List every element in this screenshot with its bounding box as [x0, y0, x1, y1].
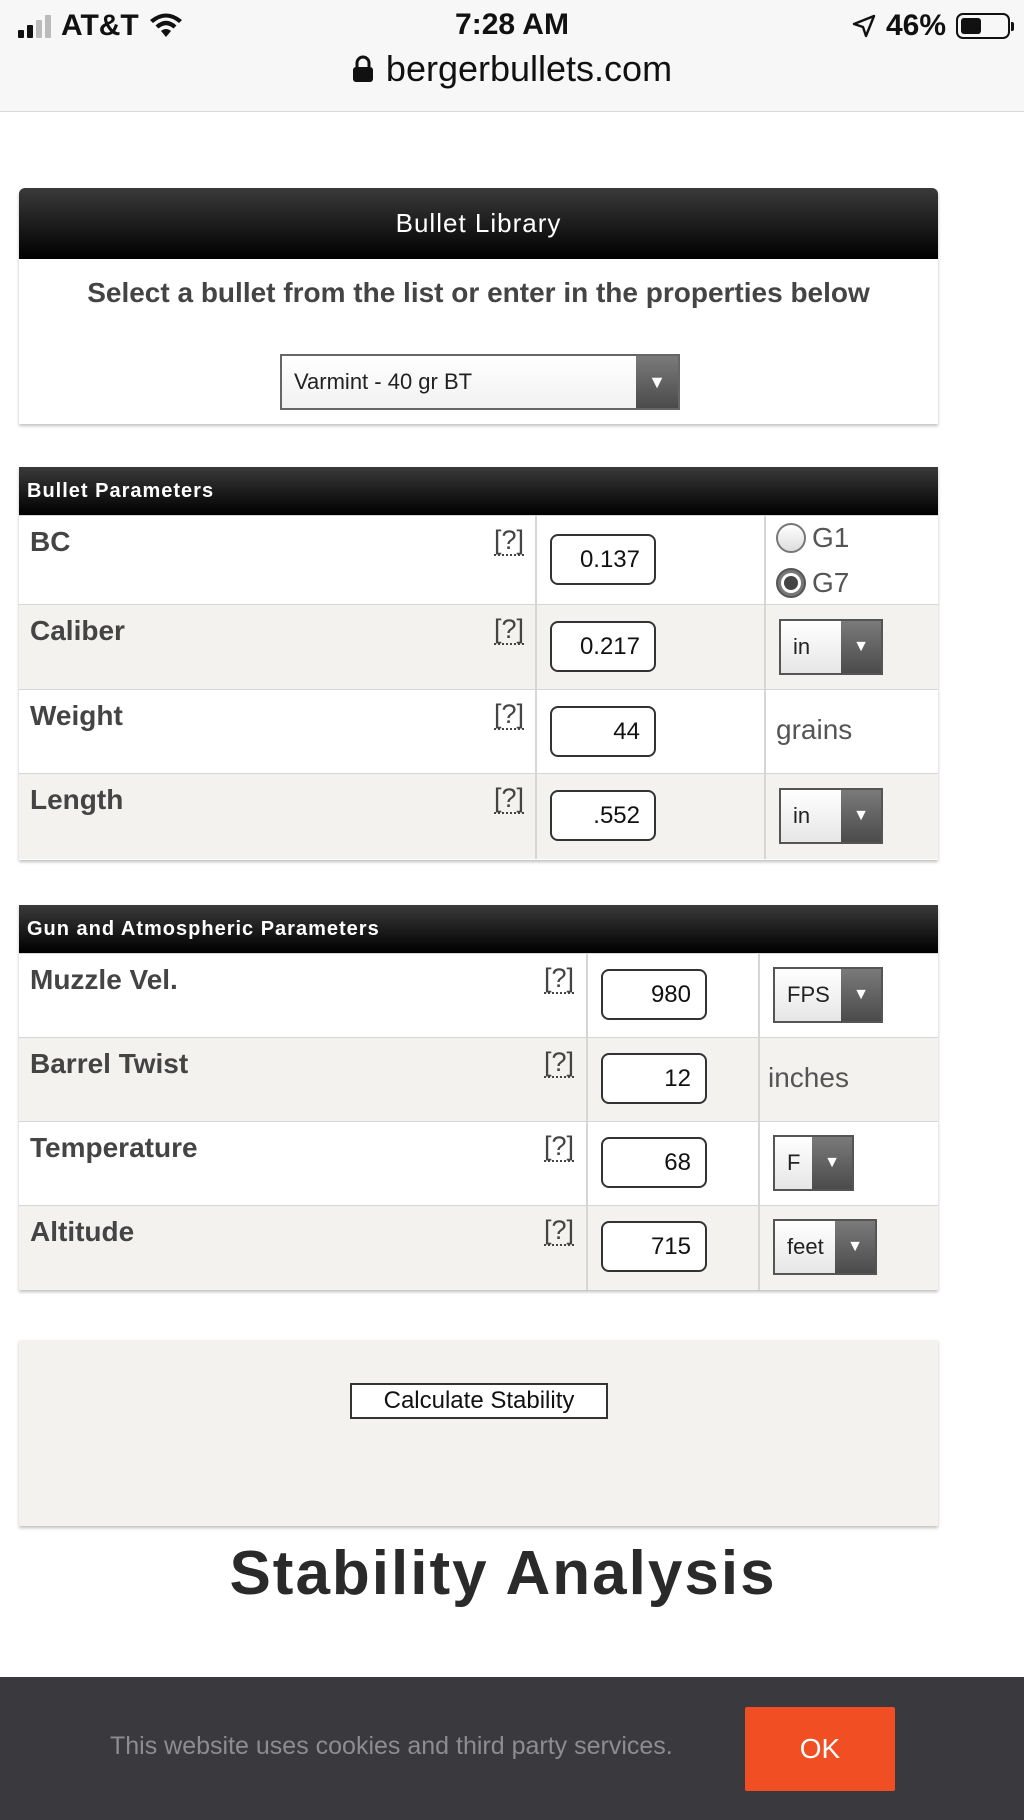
url-text: bergerbullets.com — [385, 48, 673, 89]
muzzle-velocity-label: Muzzle Vel. — [30, 964, 178, 995]
g1-radio-option[interactable] — [776, 522, 849, 554]
muzzle-velocity-input[interactable]: 980 — [601, 969, 707, 1020]
velocity-unit-select[interactable]: FPS ▼ — [773, 967, 883, 1023]
library-subtitle: Select a bullet from the list or enter in the properties below — [87, 277, 870, 308]
bullet-parameters-panel — [19, 467, 938, 860]
length-help-link[interactable]: [?] — [494, 783, 525, 813]
library-header: Bullet Library — [19, 188, 938, 259]
battery-icon — [956, 13, 1010, 39]
weight-label: Weight — [30, 700, 123, 731]
barrel-twist-label: Barrel Twist — [30, 1048, 189, 1079]
stability-analysis-title: Stability Analysis — [229, 1539, 777, 1608]
length-input[interactable]: .552 — [550, 790, 656, 841]
calculate-panel — [19, 1340, 938, 1526]
barrel-twist-row — [19, 1037, 938, 1121]
caliber-label: Caliber — [30, 615, 125, 646]
temperature-unit-select[interactable]: F ▼ — [773, 1135, 854, 1191]
clock: 7:28 AM — [455, 8, 569, 41]
bullet-library-panel — [19, 188, 938, 424]
chevron-down-icon[interactable]: ▼ — [636, 356, 678, 408]
caliber-unit-select[interactable]: in ▼ — [779, 619, 883, 675]
status-right — [852, 8, 1010, 44]
weight-unit: grains — [776, 714, 853, 745]
chevron-down-icon[interactable]: ▼ — [812, 1137, 852, 1189]
cookie-ok-button[interactable]: OK — [745, 1707, 895, 1791]
chevron-down-icon[interactable]: ▼ — [835, 1221, 875, 1273]
bc-help-link[interactable]: [?] — [494, 525, 525, 555]
carrier-label: AT&T — [61, 9, 139, 42]
bullet-select[interactable] — [280, 354, 680, 410]
temperature-input[interactable]: 68 — [601, 1137, 707, 1188]
chevron-down-icon[interactable]: ▼ — [841, 790, 881, 842]
bc-label: BC — [30, 526, 71, 557]
bullet-parameters-header: Bullet Parameters — [19, 467, 938, 515]
gun-parameters-header: Gun and Atmospheric Parameters — [19, 905, 938, 953]
altitude-row — [19, 1205, 938, 1290]
caliber-input[interactable]: 0.217 — [550, 621, 656, 672]
g1-label: G1 — [812, 522, 850, 553]
length-unit-select[interactable]: in ▼ — [779, 788, 883, 844]
lock-icon — [352, 55, 374, 83]
altitude-unit-select[interactable]: feet ▼ — [773, 1219, 877, 1275]
caliber-row — [19, 604, 938, 689]
battery-percent: 46% — [885, 9, 946, 42]
barrel-twist-help-link[interactable]: [?] — [544, 1047, 575, 1077]
status-bar — [0, 0, 1024, 112]
altitude-label: Altitude — [30, 1216, 135, 1247]
cookie-message: This website uses cookies and third party services. — [110, 1732, 673, 1760]
chevron-down-icon[interactable]: ▼ — [841, 621, 881, 673]
muzzle-velocity-row — [19, 953, 938, 1037]
weight-row — [19, 689, 938, 773]
url-bar[interactable] — [0, 48, 1024, 90]
g7-radio[interactable] — [776, 568, 806, 598]
muzzle-velocity-help-link[interactable]: [?] — [544, 963, 575, 993]
cookie-banner — [0, 1677, 1024, 1820]
location-arrow-icon — [852, 14, 876, 38]
chevron-down-icon[interactable]: ▼ — [841, 969, 881, 1021]
length-label: Length — [30, 784, 124, 815]
barrel-twist-input[interactable]: 12 — [601, 1053, 707, 1104]
g1-radio[interactable] — [776, 523, 806, 553]
gun-parameters-panel — [19, 905, 938, 1290]
temperature-row — [19, 1121, 938, 1205]
weight-input[interactable]: 44 — [550, 706, 656, 757]
temperature-help-link[interactable]: [?] — [544, 1131, 575, 1161]
g7-radio-option[interactable] — [776, 567, 849, 599]
altitude-help-link[interactable]: [?] — [544, 1215, 575, 1245]
bc-row — [19, 515, 938, 604]
weight-help-link[interactable]: [?] — [494, 699, 525, 729]
calculate-stability-button[interactable]: Calculate Stability — [350, 1383, 608, 1419]
caliber-help-link[interactable]: [?] — [494, 614, 525, 644]
altitude-input[interactable]: 715 — [601, 1221, 707, 1272]
length-row — [19, 773, 938, 859]
g7-label: G7 — [812, 567, 850, 598]
temperature-label: Temperature — [30, 1132, 198, 1163]
bullet-select-value: Varmint - 40 gr BT — [294, 369, 473, 394]
bc-input[interactable]: 0.137 — [550, 534, 656, 585]
barrel-twist-unit: inches — [768, 1062, 849, 1093]
